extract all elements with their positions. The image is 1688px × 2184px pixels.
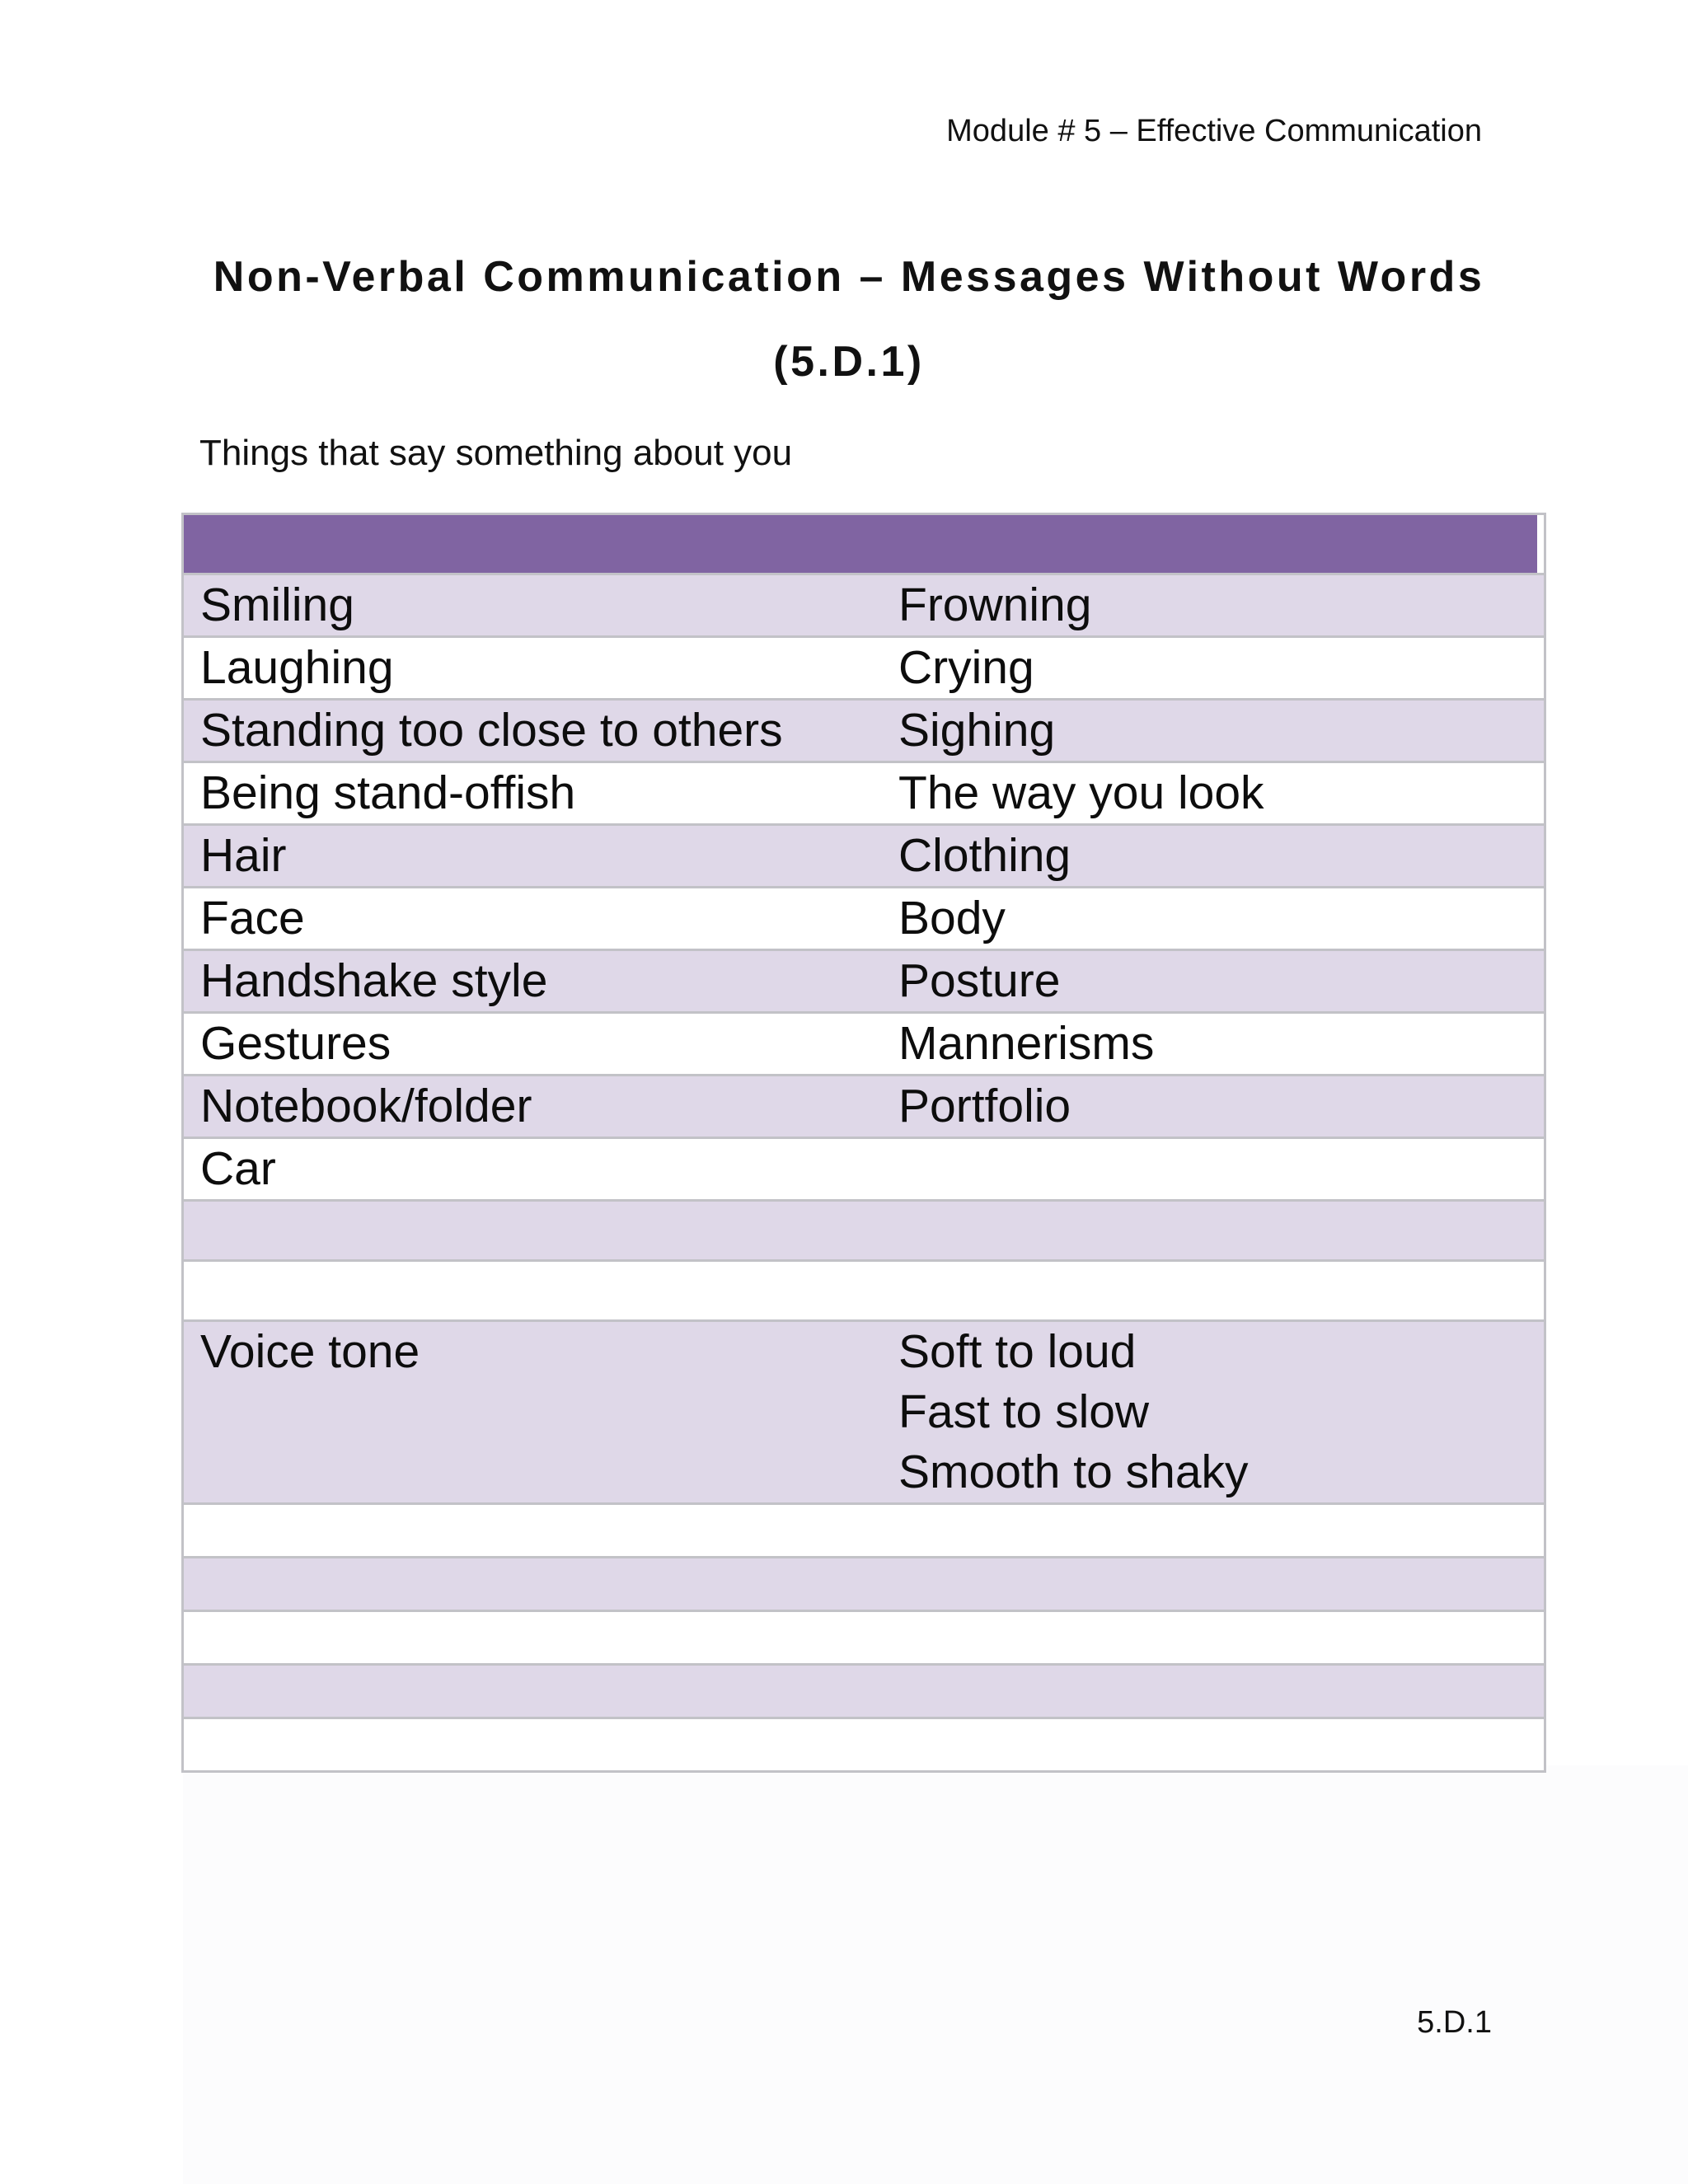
table-cell <box>184 1202 882 1259</box>
table-row <box>184 635 1544 698</box>
table-cell: Voice tone <box>200 1325 420 1378</box>
table-cell: Car <box>200 1142 276 1195</box>
table-cell: Body <box>898 892 1006 944</box>
table-cell <box>184 1719 882 1770</box>
table-row <box>184 886 1544 949</box>
table-cell: Clothing <box>898 829 1071 882</box>
table-cell <box>882 1719 1544 1770</box>
table-cell: Standing too close to others <box>200 704 783 757</box>
nonverbal-table <box>181 513 1546 1773</box>
table-cell <box>184 1262 882 1319</box>
table-cell: Being stand-offish <box>200 766 576 819</box>
voice-tone-item: Soft to loud <box>898 1325 1137 1378</box>
table-cell <box>882 1262 1544 1319</box>
table-cell <box>882 1666 1537 1717</box>
table-cell: Handshake style <box>200 954 548 1007</box>
page-title-line-1: Non-Verbal Communication – Messages Without Words <box>213 253 1485 301</box>
table-cell <box>184 1666 882 1717</box>
table-cell: Gestures <box>200 1017 392 1070</box>
table-cell: Crying <box>898 641 1034 694</box>
table-row <box>184 573 1544 635</box>
table-cell <box>882 1202 1537 1259</box>
table-cell <box>184 1612 882 1663</box>
table-cell <box>184 1558 882 1610</box>
table-header-row <box>184 515 1537 573</box>
table-row <box>184 823 1544 886</box>
page-title <box>190 235 1508 405</box>
table-cell <box>882 1612 1544 1663</box>
table-cell <box>882 1139 1544 1199</box>
voice-tone-item: Smooth to shaky <box>898 1446 1249 1498</box>
table-cell: Sighing <box>898 704 1056 757</box>
table-cell <box>882 1558 1537 1610</box>
table-row <box>184 1319 1544 1502</box>
table-cell: Smiling <box>200 579 354 631</box>
page-number: 5.D.1 <box>1417 2005 1492 2040</box>
table-cell: Portfolio <box>898 1080 1071 1132</box>
table-row <box>184 1074 1544 1137</box>
table-row <box>184 949 1544 1011</box>
page-background <box>183 1765 1688 2184</box>
table-row <box>184 1011 1544 1074</box>
module-header: Module # 5 – Effective Communication <box>946 114 1482 148</box>
table-row <box>184 1556 1544 1610</box>
table-cell <box>882 1505 1544 1556</box>
table-row <box>184 1137 1544 1199</box>
table-row <box>184 1610 1544 1663</box>
table-cell: Posture <box>898 954 1061 1007</box>
table-cell <box>184 1505 882 1556</box>
table-row <box>184 698 1544 761</box>
table-row <box>184 1259 1544 1319</box>
table-cell <box>882 1322 1537 1502</box>
table-row <box>184 1199 1544 1259</box>
table-cell: The way you look <box>898 766 1264 819</box>
table-cell: Mannerisms <box>898 1017 1155 1070</box>
intro-text: Things that say something about you <box>199 433 793 473</box>
table-row <box>184 1663 1544 1717</box>
voice-tone-item: Fast to slow <box>898 1385 1150 1438</box>
table-cell: Notebook/folder <box>200 1080 532 1132</box>
table-cell: Frowning <box>898 579 1092 631</box>
table-cell: Face <box>200 892 305 944</box>
table-cell: Laughing <box>200 641 394 694</box>
table-cell: Hair <box>200 829 287 882</box>
table-row <box>184 761 1544 823</box>
page-title-line-2: (5.D.1) <box>773 338 925 386</box>
table-row <box>184 1717 1544 1770</box>
table-row <box>184 1502 1544 1556</box>
